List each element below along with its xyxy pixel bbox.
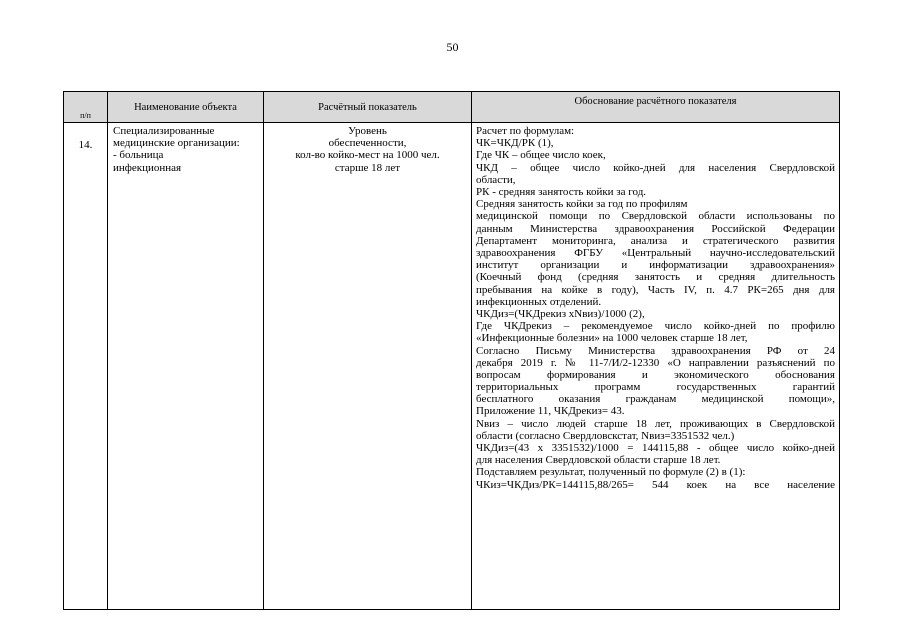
row-number: 14. [64,123,108,610]
object-name-line: Специализированные [113,125,215,137]
basis-cell [472,123,840,610]
indicator-line: старше 18 лет [334,161,401,174]
indicator-line: кол-во койко-мест на 1000 чел. [295,149,440,162]
indicator-line: Уровень [348,125,387,137]
basis-line: области, [476,173,516,186]
basis-line: Департамент мониторинга, анализа и стратегического развития [476,234,835,247]
object-name-line: - больница [113,149,164,162]
document-table [63,91,840,610]
header-num: п/п [64,92,108,123]
basis-line: бесплатного оказания гражданам медицинской помощи», [476,393,835,406]
basis-line: (Коечный фонд (средняя занятость и средняя длительность [476,271,835,284]
table-header-row [64,92,840,123]
basis-line: Расчет по формулам: [476,125,575,137]
basis-line: пребывания на койке в году), Часть IV, п. 4.7 РК=265 дня для [476,283,835,296]
basis-line: Средняя занятость койки за год по профилям [476,198,688,211]
basis-line: территориальных программ государственных гарантий [476,381,835,394]
header-name: Наименование объекта [108,92,264,123]
object-name-line: медицинские организации: [113,137,240,150]
object-name-cell [108,123,264,610]
basis-line: декабря 2019 г. № 11-7/И/2-12330 «О направлении разъяснений по [476,356,835,369]
basis-line: Nвиз – число людей старше 18 лет, проживающих в Свердловской [476,417,835,430]
basis-line: ЧКДиз=(ЧКДрекиз хNвиз)/1000 (2), [476,307,645,320]
header-basis: Обоснование расчётного показателя [472,92,840,123]
basis-line: РК - средняя занятость койки за год. [476,186,647,198]
basis-line: Где ЧК – общее число коек, [476,149,606,162]
basis-line: для населения Свердловской области старше 18 лет. [476,454,721,467]
table-row [64,123,840,610]
basis-line: инфекционных отделений. [476,295,602,308]
basis-line: «Инфекционные болезни» на 1000 человек старше 18 лет, [476,332,748,345]
basis-line: вопросам формирования и экономического обоснования [476,368,835,381]
page-number: 50 [446,40,459,54]
basis-line: Подставляем результат, полученный по формуле (2) в (1): [476,466,746,479]
basis-line: медицинской помощи по Свердловской области использованы по [476,210,835,223]
basis-line: области (согласно Свердловскстат, Nвиз=3351532 чел.) [476,429,735,442]
basis-line: Где ЧКДрекиз – рекомендуемое число койко-дней по профилю [476,320,835,333]
basis-line: ЧКД – общее число койко-дней для населения Свердловской [476,161,835,174]
indicator-line: обеспеченности, [328,137,407,150]
basis-line: ЧКДиз=(43 х 3351532)/1000 = 144115,88 - общее число койко-дней [476,442,835,455]
object-name-line: инфекционная [113,161,182,174]
header-indicator: Расчётный показатель [264,92,472,123]
basis-line: Приложение 11, ЧКДрекиз= 43. [476,405,625,418]
basis-line: ЧКиз=ЧКДиз/РК=144115,88/265= 544 коек на все население [476,478,835,491]
basis-line: Согласно Письму Министерства здравоохранения РФ от 24 [476,344,835,357]
indicator-cell [264,123,472,610]
basis-line: институт организации и информатизации здравоохранения» [476,259,835,272]
basis-line: данным Министерства здравоохранения Российской Федерации [476,222,835,235]
basis-line: ЧК=ЧКД/РК (1), [476,137,554,150]
basis-line: здравоохранения ФГБУ «Центральный научно-исследовательский [476,246,835,259]
